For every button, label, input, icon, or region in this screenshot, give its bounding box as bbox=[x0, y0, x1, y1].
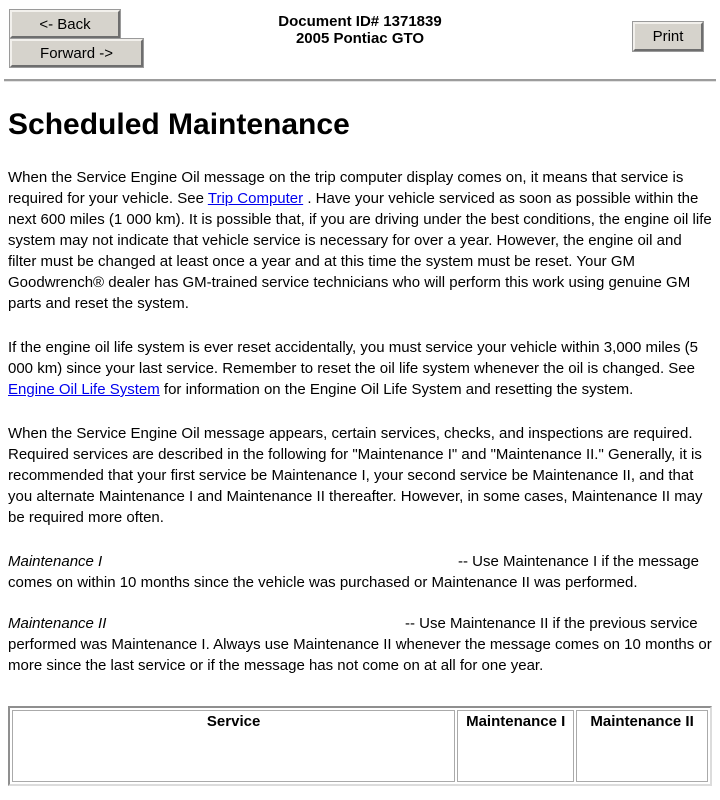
header-divider bbox=[4, 79, 716, 82]
column-header-maintenance-1: Maintenance I bbox=[457, 710, 574, 782]
maintenance-2-description: -- Use Maintenance II if the previous service performed was Maintenance I. Always use Maintenance II whenever the message comes on 10 months or more since the last service or if the message has not come on at all for one year. bbox=[8, 615, 712, 674]
top-toolbar bbox=[0, 0, 720, 79]
maintenance-1-description: -- Use Maintenance I if the message comes on within 10 months since the vehicle was purchased or Maintenance II was performed. bbox=[8, 553, 699, 591]
trip-computer-link[interactable]: Trip Computer bbox=[207, 190, 304, 207]
page-title: Scheduled Maintenance bbox=[8, 108, 350, 141]
maintenance-schedule-table bbox=[8, 706, 712, 786]
table-header-row bbox=[12, 710, 708, 782]
vehicle-title: 2005 Pontiac GTO bbox=[295, 30, 425, 47]
paragraph-required-services: When the Service Engine Oil message appears, certain services, checks, and inspections are required. Required services are described in the following for "Maintenance I" and "Maintenance II." Generally, it is recommended that your first service be Maintenance I, your second service be Maintenance II, and that you alternate Maintenance I and Maintenance II thereafter. However, in some cases, Maintenance II may be required more often. bbox=[8, 425, 703, 526]
engine-oil-life-system-link[interactable]: Engine Oil Life System bbox=[8, 381, 160, 398]
document-body bbox=[8, 108, 712, 786]
paragraph-text: If the engine oil life system is ever reset accidentally, you must service your vehicle within 3,000 miles (5 000 km) since your last service. Remember to reset the oil life system whenever the oil is changed. See bbox=[8, 339, 699, 377]
column-header-service: Service bbox=[12, 710, 455, 782]
paragraph-text: . Have your vehicle serviced as soon as possible within the next 600 miles (1 000 km). It is possible that, if you are driving under the best conditions, the engine oil life system may not indicate that vehicle service is necessary for over a year. However, the engine oil and filter must be changed at least once a year and at this time the system must be reset. Your GM Goodwrench® dealer has GM-trained service technicians who will perform this work using genuine GM parts and reset the system. bbox=[8, 190, 712, 312]
paragraph-text: for information on the Engine Oil Life System and resetting the system. bbox=[159, 381, 634, 398]
paragraph-oil-message bbox=[8, 167, 712, 314]
paragraph-text: When the Service Engine Oil message on the trip computer display comes on, it means that service is required for your vehicle. See bbox=[8, 169, 684, 207]
paragraph-reset-accidentally bbox=[8, 337, 712, 400]
document-id: Document ID# 1371839 bbox=[278, 13, 442, 30]
maintenance-1-term: Maintenance I bbox=[8, 553, 103, 570]
document-header bbox=[0, 13, 720, 47]
back-button[interactable]: <- Back bbox=[10, 10, 120, 38]
maintenance-1-definition bbox=[8, 551, 712, 593]
maintenance-2-definition bbox=[8, 613, 712, 676]
column-header-maintenance-2: Maintenance II bbox=[576, 710, 708, 782]
maintenance-2-term: Maintenance II bbox=[8, 615, 107, 632]
print-button[interactable]: Print bbox=[633, 22, 703, 51]
forward-button[interactable]: Forward -> bbox=[10, 39, 143, 67]
